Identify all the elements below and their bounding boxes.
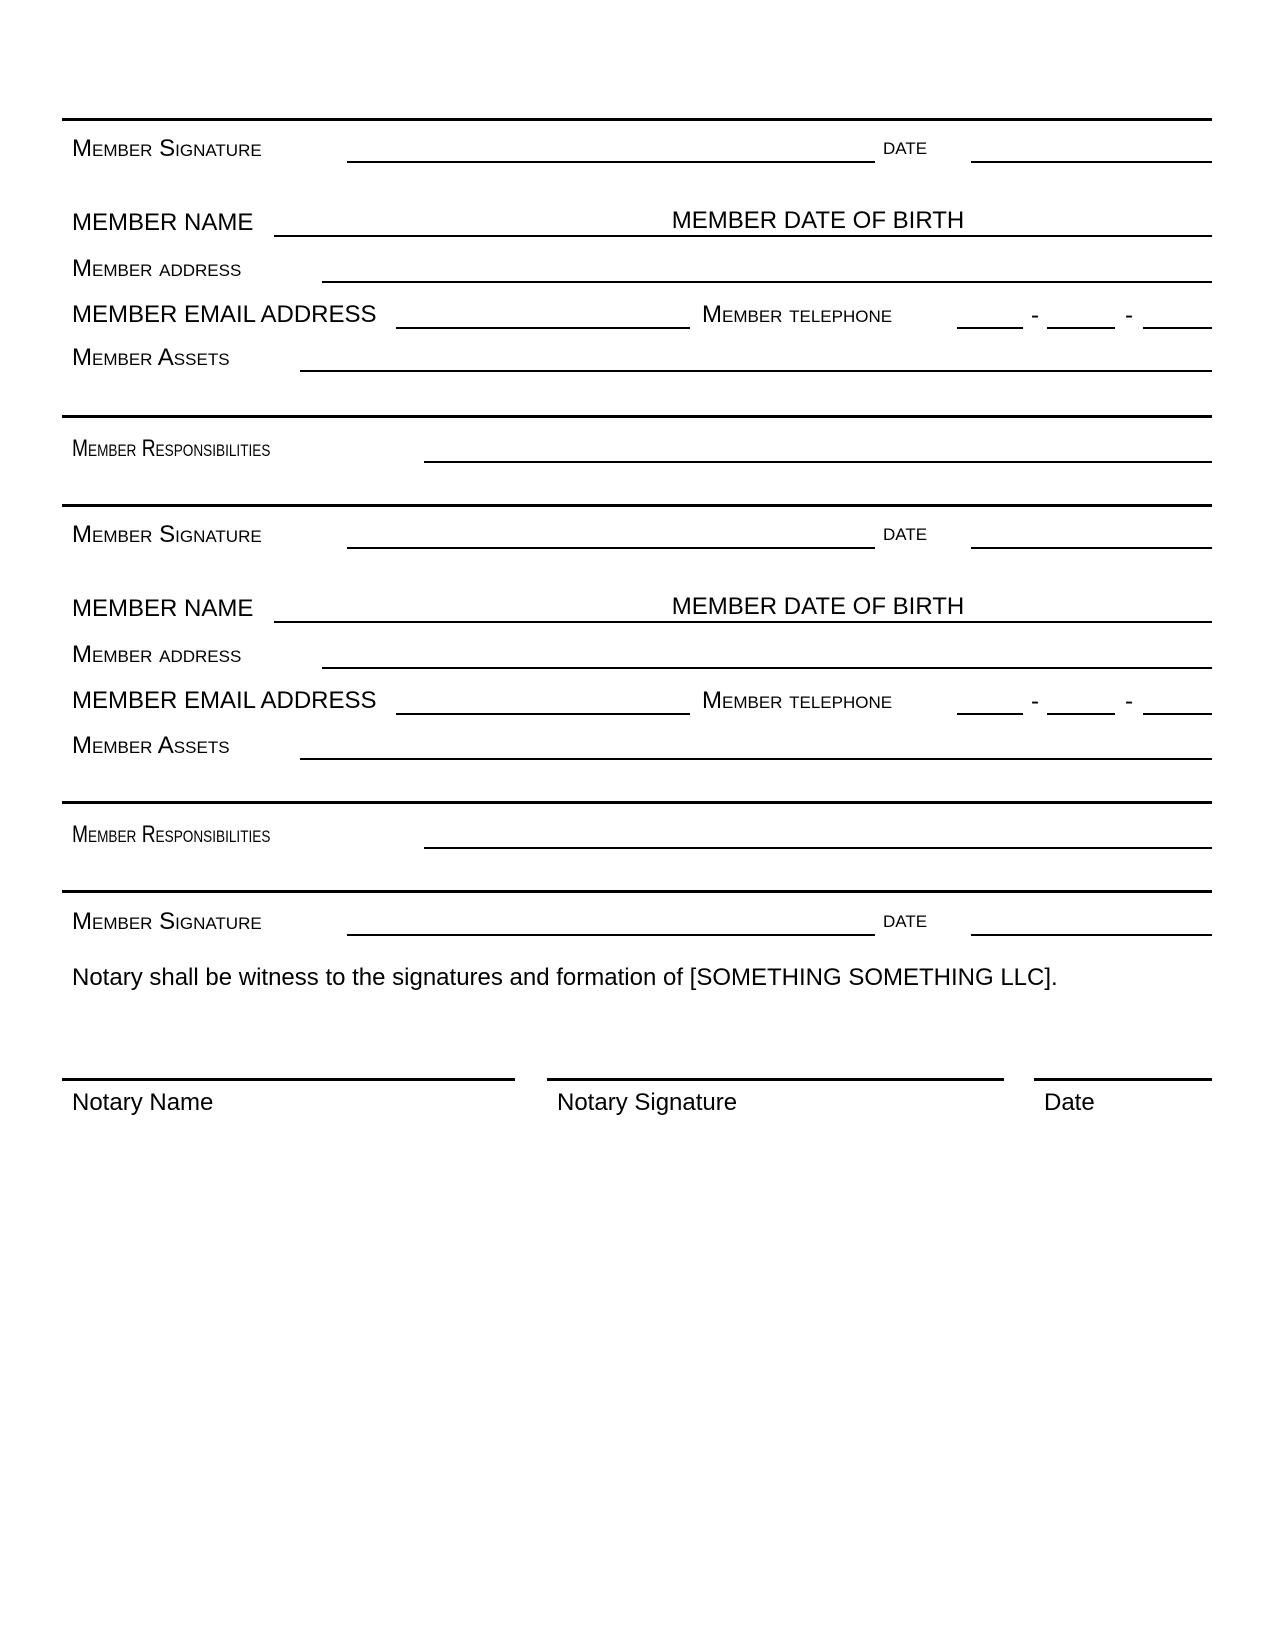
date-label: DATE xyxy=(883,525,928,544)
phone-dash: - xyxy=(1125,688,1133,715)
member-signature-label: Member Signature xyxy=(72,908,262,935)
member-signature-label: Member Signature xyxy=(72,521,262,548)
phone-prefix-line[interactable] xyxy=(1047,327,1115,329)
spacer xyxy=(1004,1078,1034,1117)
notary-signature-label: Notary Signature xyxy=(557,1089,738,1116)
member3-signature-row xyxy=(62,894,1212,936)
member2-address-row xyxy=(62,627,1212,669)
member-email-line[interactable] xyxy=(396,327,690,329)
date-label: DATE xyxy=(883,912,928,931)
notary-signature-line[interactable] xyxy=(547,1078,1004,1117)
member-address-label: Member address xyxy=(72,255,242,282)
notary-date-line[interactable] xyxy=(1034,1078,1212,1117)
member-name-line[interactable] xyxy=(274,193,1212,237)
member-address-line[interactable] xyxy=(322,281,1212,283)
phone-prefix-line[interactable] xyxy=(1047,713,1115,715)
notary-date-label: Date xyxy=(1044,1089,1095,1116)
member-signature-line[interactable] xyxy=(347,934,875,936)
member-email-line[interactable] xyxy=(396,713,690,715)
notary-signoff-row xyxy=(62,1078,1212,1117)
member-assets-line[interactable] xyxy=(300,370,1212,372)
member1-name-row xyxy=(62,195,1212,237)
member2-name-row xyxy=(62,581,1212,623)
member-assets-label: Member Assets xyxy=(72,344,230,371)
member1-signature-row xyxy=(62,121,1212,163)
top-margin xyxy=(62,0,1212,118)
member2-signature-row xyxy=(62,507,1212,549)
signature-date-line[interactable] xyxy=(971,547,1212,549)
member-date-of-birth-label: MEMBER DATE OF BIRTH xyxy=(671,207,965,234)
member-responsibilities-line[interactable] xyxy=(424,847,1212,849)
member-name-label: MEMBER NAME xyxy=(72,209,254,236)
spacer xyxy=(515,1078,547,1117)
member-signature-line[interactable] xyxy=(347,161,875,163)
member1-responsibilities-row xyxy=(62,418,1212,463)
member-email-label: MEMBER EMAIL ADDRESS xyxy=(72,687,377,714)
member-responsibilities-label: Member Responsibilities xyxy=(72,821,271,848)
member-address-label: Member address xyxy=(72,641,242,668)
member-signature-label: Member Signature xyxy=(72,135,262,162)
member-signature-line[interactable] xyxy=(347,547,875,549)
date-label: DATE xyxy=(883,139,928,158)
member-date-of-birth-label: MEMBER DATE OF BIRTH xyxy=(671,593,965,620)
signature-date-line[interactable] xyxy=(971,161,1212,163)
member1-assets-row xyxy=(62,330,1212,372)
phone-dash: - xyxy=(1031,302,1039,329)
member1-address-row xyxy=(62,241,1212,283)
phone-dash: - xyxy=(1031,688,1039,715)
member1-email-phone-row xyxy=(62,287,1212,329)
member-telephone-label: Member telephone xyxy=(702,301,893,328)
signature-date-line[interactable] xyxy=(971,934,1212,936)
member-address-line[interactable] xyxy=(322,667,1212,669)
member-name-line[interactable] xyxy=(274,579,1212,623)
member-assets-label: Member Assets xyxy=(72,732,230,759)
member-email-label: MEMBER EMAIL ADDRESS xyxy=(72,301,377,328)
member-assets-line[interactable] xyxy=(300,758,1212,760)
notary-name-line[interactable] xyxy=(62,1078,515,1117)
member-telephone-label: Member telephone xyxy=(702,687,893,714)
phone-number-line[interactable] xyxy=(1143,327,1212,329)
phone-dash: - xyxy=(1125,302,1133,329)
phone-area-line[interactable] xyxy=(957,327,1023,329)
phone-area-line[interactable] xyxy=(957,713,1023,715)
member2-assets-row xyxy=(62,718,1212,760)
member2-responsibilities-row xyxy=(62,804,1212,849)
section-divider xyxy=(62,890,1212,893)
member2-email-phone-row xyxy=(62,673,1212,715)
member-responsibilities-label: Member Responsibilities xyxy=(72,435,271,462)
member-name-label: MEMBER NAME xyxy=(72,595,254,622)
phone-number-line[interactable] xyxy=(1143,713,1212,715)
notary-name-label: Notary Name xyxy=(72,1089,214,1116)
notary-statement: Notary shall be witness to the signatures and formation of [SOMETHING SOMETHING LLC]. xyxy=(72,964,1058,991)
member-responsibilities-line[interactable] xyxy=(424,461,1212,463)
